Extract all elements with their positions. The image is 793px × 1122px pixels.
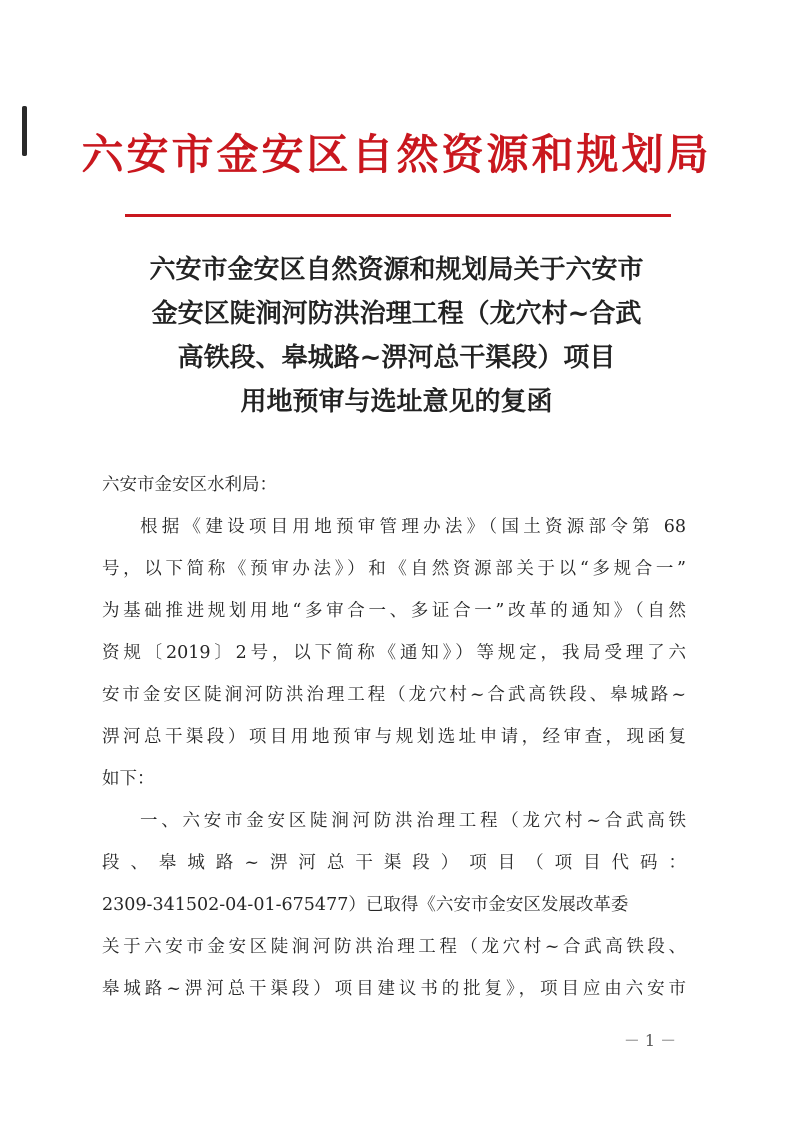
paragraph-line: 为基础推进规划用地“多审合一、多证合一”改革的通知》（自然 bbox=[102, 601, 686, 621]
title-line: 六安市金安区自然资源和规划局关于六安市 bbox=[149, 255, 644, 285]
issuing-organization-header: 六安市金安区自然资源和规划局 bbox=[81, 130, 712, 179]
salutation: 六安市金安区水利局： bbox=[102, 475, 277, 495]
paragraph-line: 安市金安区陡涧河防洪治理工程（龙穴村~合武高铁段、皋城路~ bbox=[102, 685, 686, 705]
document-body bbox=[102, 464, 686, 1010]
title-line: 用地预审与选址意见的复函 bbox=[240, 387, 553, 417]
paragraph-line: 如下： bbox=[102, 769, 155, 789]
paragraph-line: 淠河总干渠段）项目用地预审与规划选址申请，经审查，现函复 bbox=[102, 727, 686, 747]
paragraph-line: 皋城路~淠河总干渠段）项目建议书的批复》，项目应由六安市 bbox=[102, 979, 686, 999]
page-number: － 1 － bbox=[623, 1031, 677, 1050]
red-separator-line bbox=[125, 214, 671, 217]
title-line: 高铁段、皋城路~淠河总干渠段）项目 bbox=[177, 343, 616, 373]
paragraph-line: 2309-341502-04-01-675477）已取得《六安市金安区发展改革委 bbox=[102, 895, 629, 915]
paragraph-line: 号，以下简称《预审办法》）和《自然资源部关于以“多规合一” bbox=[102, 559, 686, 579]
paragraph-line: 段、皋城路~淠河总干渠段）项目（项目代码： bbox=[102, 853, 686, 873]
title-line: 金安区陡涧河防洪治理工程（龙穴村~合武 bbox=[151, 299, 642, 329]
paragraph-line: 关于六安市金安区陡涧河防洪治理工程（龙穴村~合武高铁段、 bbox=[102, 937, 686, 957]
paragraph-line: 根据《建设项目用地预审管理办法》（国土资源部令第 68 bbox=[140, 517, 686, 537]
document-title bbox=[60, 248, 733, 424]
paragraph-line: 资规〔2019〕2号，以下简称《通知》）等规定，我局受理了六 bbox=[102, 643, 686, 663]
paragraph-line: 一、六安市金安区陡涧河防洪治理工程（龙穴村~合武高铁 bbox=[140, 811, 686, 831]
